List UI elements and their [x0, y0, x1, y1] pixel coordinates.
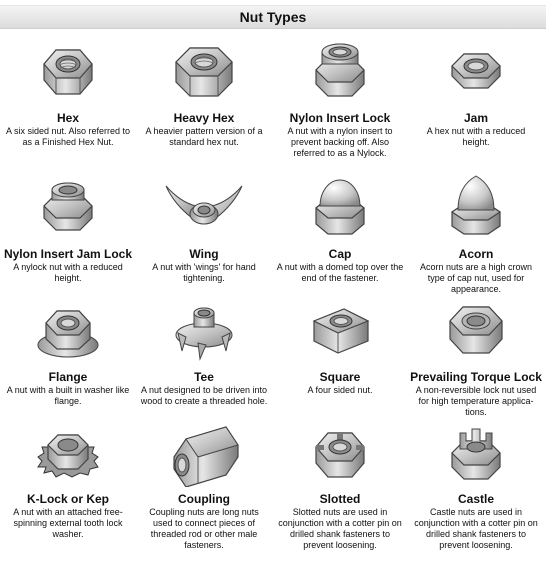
slotted-nut-icon: [272, 417, 408, 487]
nut-description: A nut designed to be driven into wood to create a threaded hole.: [140, 385, 268, 406]
nut-description: Castle nuts are used in conjunction with a cotter pin on drilled shank fasteners to prevent loosening.: [414, 507, 538, 550]
nut-name: Nylon Insert Lock: [289, 111, 391, 125]
nut-card-tee: [136, 295, 272, 419]
nut-description: A non-reversible lock nut used for high temperature applica-tions.: [415, 385, 537, 417]
hex-nut-icon: [0, 36, 136, 106]
nut-card-heavy-hex: [136, 36, 272, 160]
nut-description: A nylock nut with a reduced height.: [13, 262, 123, 283]
nut-name: Nylon Insert Jam Lock: [3, 247, 133, 261]
nut-card-wing: [136, 172, 272, 296]
nut-card-nylon-insert-jam-lock: [0, 172, 136, 296]
nut-description: A nut with 'wings' for hand tightening.: [152, 262, 256, 283]
nut-description: A nut with a nylon insert to prevent backing off. Also referred to as a Nylock.: [287, 126, 393, 158]
nut-name: Square: [319, 370, 361, 384]
nut-card-jam: [408, 36, 544, 160]
k-lock-nut-icon: [0, 417, 136, 487]
nut-card-flange: [0, 295, 136, 419]
nut-card-cap: [272, 172, 408, 296]
nut-description: A hex nut with a reduced height.: [426, 126, 526, 147]
nut-name: Hex: [56, 111, 79, 125]
nut-description: A four sided nut.: [307, 385, 373, 395]
heavy-hex-nut-icon: [136, 36, 272, 106]
acorn-nut-icon: [408, 172, 544, 242]
tee-nut-icon: [136, 295, 272, 365]
nut-name: Tee: [194, 370, 214, 384]
nut-name: Flange: [48, 370, 88, 384]
square-nut-icon: [272, 295, 408, 365]
nut-card-square: [272, 295, 408, 419]
nut-grid: [0, 36, 546, 556]
nut-description: Acorn nuts are a high crown type of cap nut, used for appearance.: [419, 262, 533, 294]
nut-name: Slotted: [319, 492, 361, 506]
castle-nut-icon: [408, 417, 544, 487]
nut-name: Acorn: [458, 247, 494, 261]
nut-description: Slotted nuts are used in conjunction with a cotter pin on drilled shank fasteners to prevent loosening.: [278, 507, 402, 550]
nut-name: Prevailing Torque Lock: [410, 370, 542, 384]
nut-card-hex: [0, 36, 136, 160]
nut-card-prevailing-torque-lock: [408, 295, 544, 419]
nut-description: A nut with a domed top over the end of the fastener.: [276, 262, 404, 283]
nut-card-acorn: [408, 172, 544, 296]
prevailing-torque-lock-nut-icon: [408, 295, 544, 365]
nut-description: A nut with a built in washer like flange.: [6, 385, 130, 406]
coupling-nut-icon: [136, 417, 272, 487]
nut-card-slotted: [272, 417, 408, 550]
nut-name: Castle: [457, 492, 495, 506]
page-title: Nut Types: [239, 9, 307, 25]
nut-description: A nut with an attached free-spinning external tooth lock washer.: [13, 507, 123, 539]
nut-name: K-Lock or Kep: [26, 492, 109, 506]
cap-nut-icon: [272, 172, 408, 242]
nut-name: Jam: [463, 111, 489, 125]
title-banner: [0, 5, 546, 29]
nut-card-nylon-insert-lock: [272, 36, 408, 160]
nut-description: Coupling nuts are long nuts used to connect pieces of threaded rod or other male fasteners.: [149, 507, 259, 550]
nut-description: A six sided nut. Also referred to as a Finished Hex Nut.: [5, 126, 131, 147]
nut-card-k-lock: [0, 417, 136, 541]
nut-name: Cap: [328, 247, 352, 261]
flange-nut-icon: [0, 295, 136, 365]
nut-card-coupling: [136, 417, 272, 550]
nut-name: Heavy Hex: [173, 111, 235, 125]
jam-nut-icon: [408, 36, 544, 106]
nylon-insert-lock-nut-icon: [272, 36, 408, 106]
nut-card-castle: [408, 417, 544, 550]
wing-nut-icon: [136, 172, 272, 242]
nut-description: A heavier pattern version of a standard hex nut.: [145, 126, 263, 147]
nut-name: Wing: [189, 247, 219, 261]
nylon-insert-jam-lock-nut-icon: [0, 172, 136, 242]
nut-name: Coupling: [178, 492, 230, 506]
